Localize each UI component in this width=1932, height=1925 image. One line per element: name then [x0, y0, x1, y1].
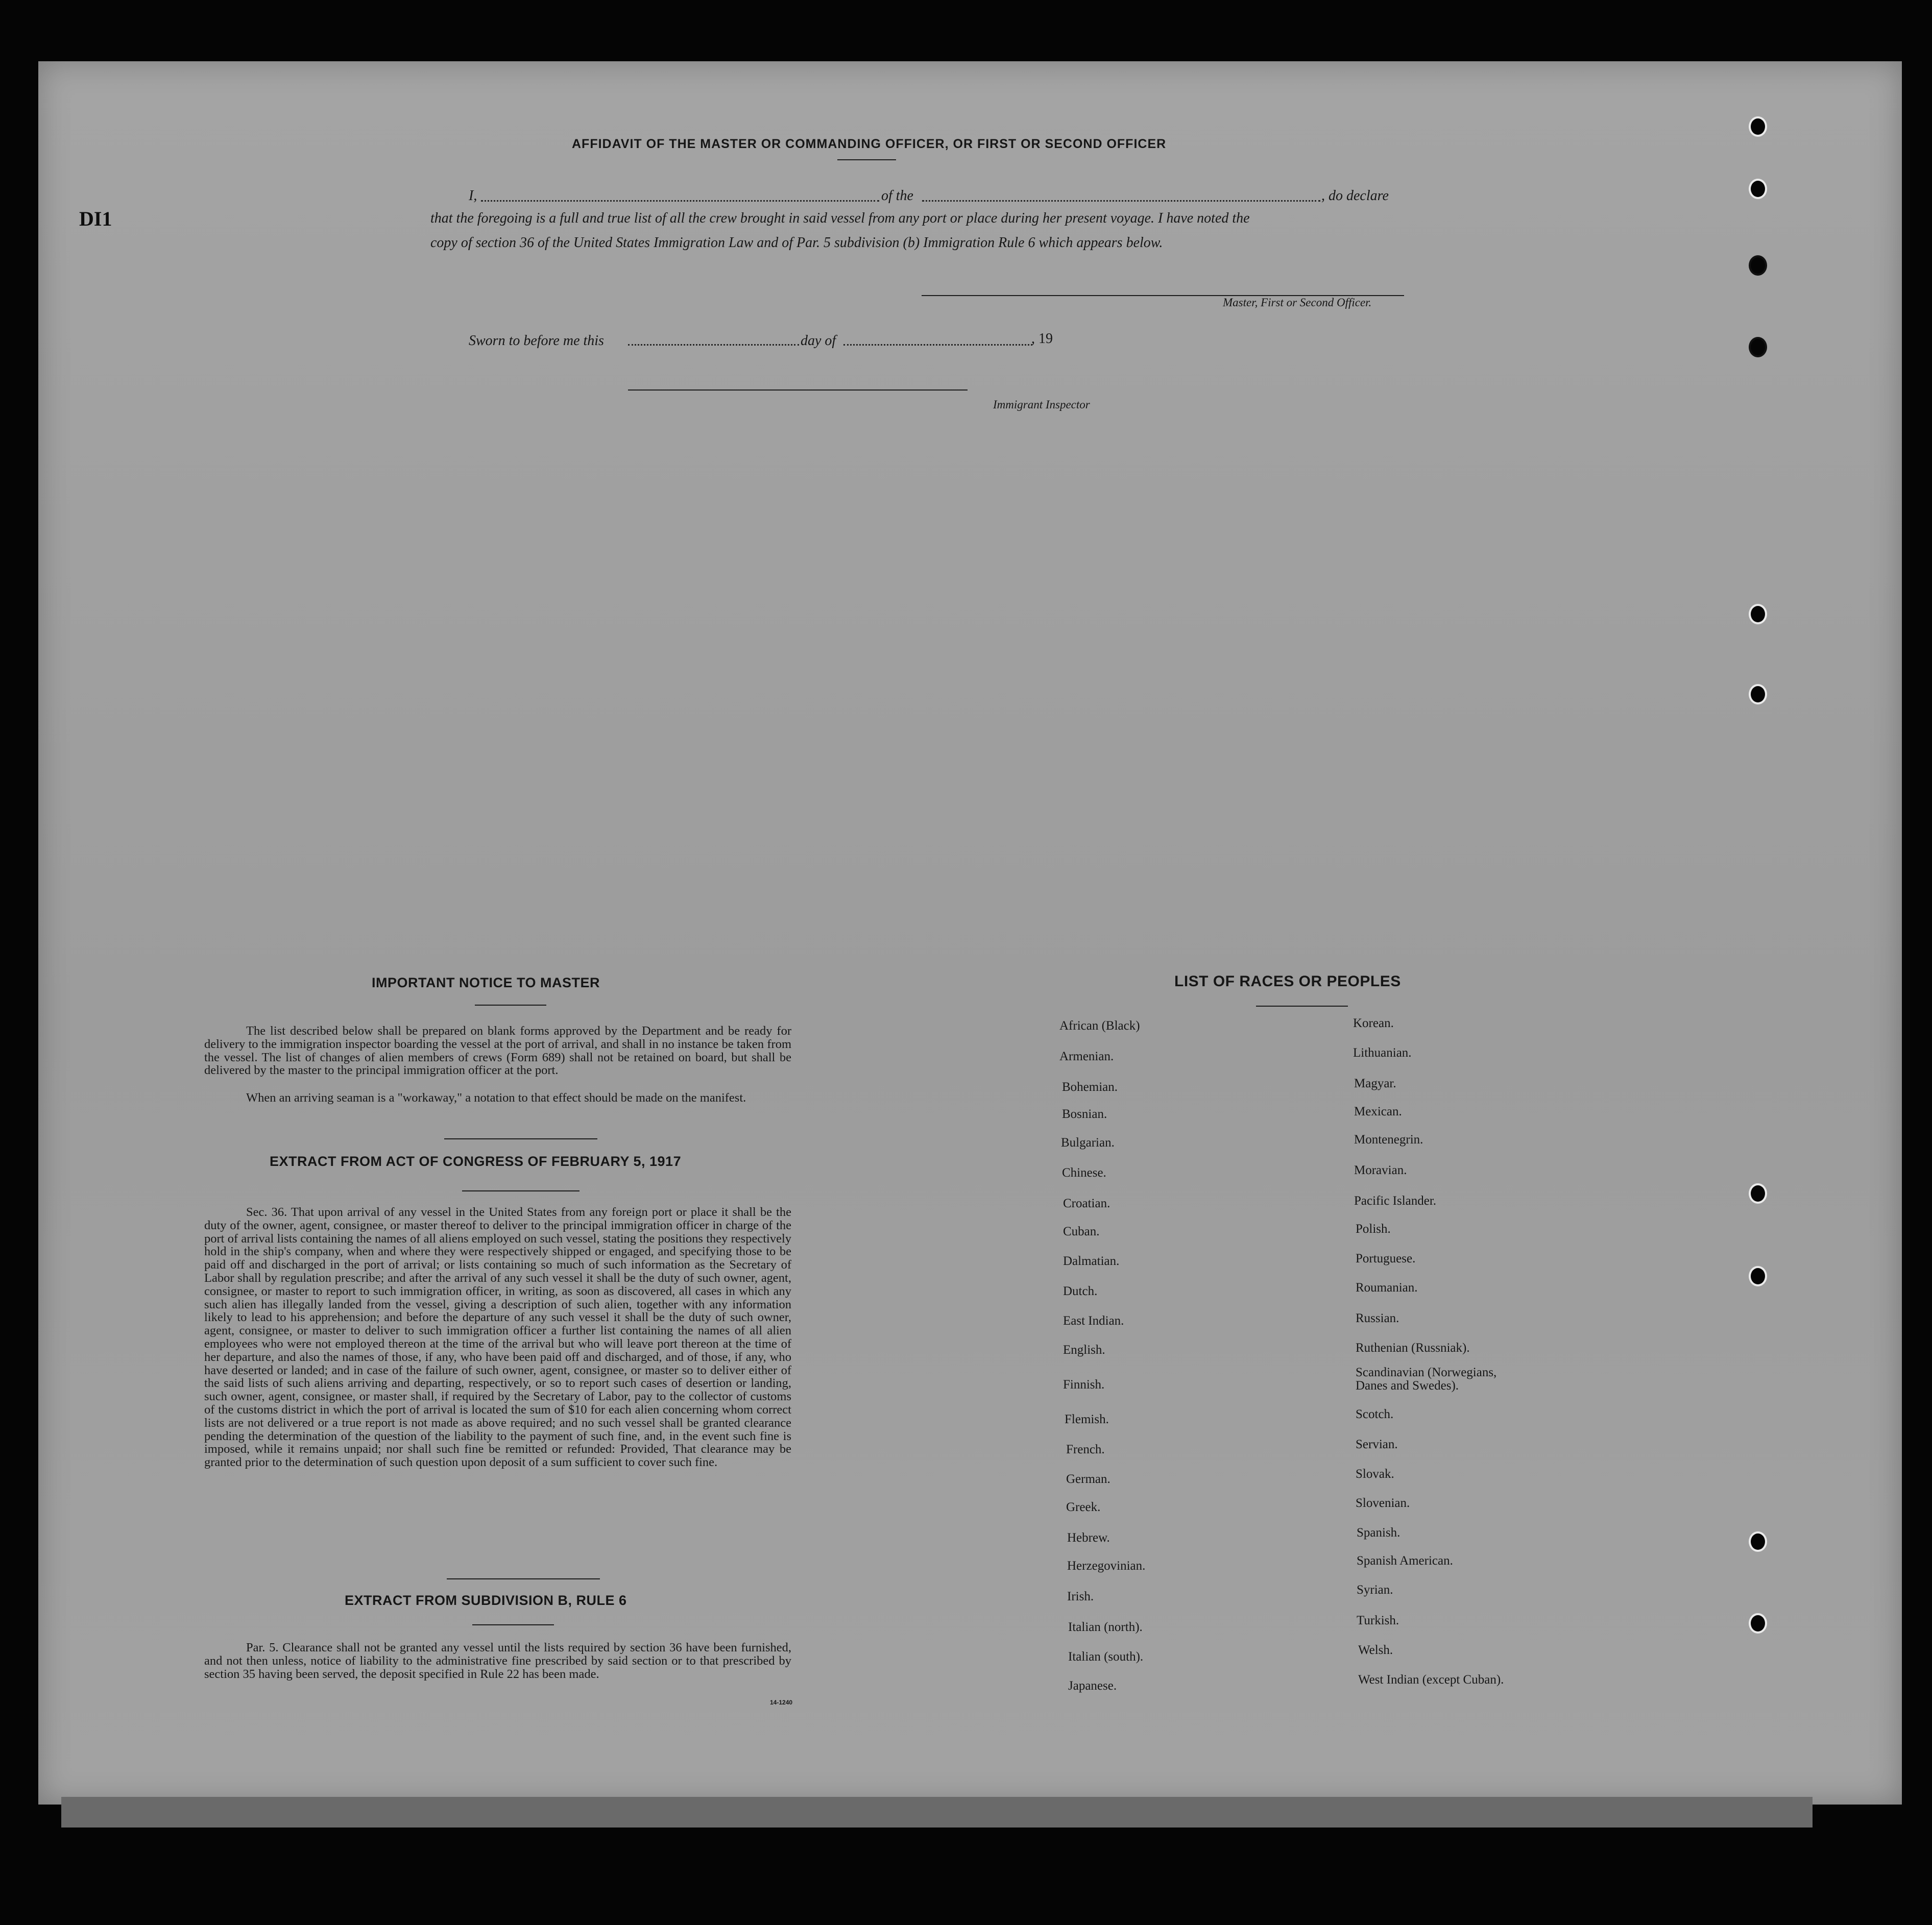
- races-heading: LIST OF RACES OR PEOPLES: [1174, 973, 1401, 990]
- affidavit-title: AFFIDAVIT OF THE MASTER OR COMMANDING OFFICER, OR FIRST OR SECOND OFFICER: [572, 137, 1167, 151]
- extract-rule-rule: [472, 1624, 554, 1625]
- race-item: Korean.: [1353, 1016, 1394, 1030]
- race-item: Servian.: [1356, 1437, 1398, 1451]
- race-item: Herzegovinian.: [1067, 1559, 1146, 1573]
- race-item: Scandinavian (Norwegians, Danes and Swedes).: [1356, 1366, 1497, 1393]
- binder-hole: [1749, 337, 1767, 357]
- race-item: Croatian.: [1063, 1197, 1110, 1210]
- race-item: Ruthenian (Russniak).: [1356, 1341, 1470, 1355]
- binder-hole: [1749, 116, 1767, 137]
- sworn-prefix: Sworn to before me this: [469, 333, 604, 349]
- sworn-day: day of: [801, 333, 836, 349]
- race-item: English.: [1063, 1343, 1105, 1357]
- race-item: Turkish.: [1357, 1614, 1399, 1627]
- race-item: Syrian.: [1357, 1583, 1393, 1597]
- notice-heading: IMPORTANT NOTICE TO MASTER: [372, 975, 600, 990]
- affidavit-line3: copy of section 36 of the United States Immigration Law and of Par. 5 subdivision (b) Immigration Rule 6 which appears below.: [430, 235, 1163, 251]
- race-item: Irish.: [1067, 1590, 1094, 1603]
- race-item: Finnish.: [1063, 1378, 1105, 1392]
- signature-label: Master, First or Second Officer.: [1223, 296, 1372, 309]
- race-item: Russian.: [1356, 1311, 1399, 1325]
- race-item: Mexican.: [1354, 1105, 1402, 1118]
- divider: [447, 1578, 600, 1579]
- race-item: Bulgarian.: [1061, 1136, 1115, 1150]
- race-item: Polish.: [1356, 1222, 1391, 1236]
- race-item: Lithuanian.: [1353, 1046, 1412, 1060]
- race-item: Dutch.: [1063, 1284, 1098, 1298]
- sheet-bottom-edge: [61, 1797, 1813, 1827]
- race-item: West Indian (except Cuban).: [1358, 1673, 1504, 1687]
- extract-act-rule: [462, 1190, 579, 1191]
- race-item: Spanish.: [1357, 1526, 1400, 1540]
- binder-hole: [1749, 179, 1767, 199]
- divider: [444, 1138, 597, 1139]
- race-item: Greek.: [1066, 1500, 1101, 1514]
- vessel-blank: [922, 200, 1320, 202]
- sworn-month-blank: [843, 344, 1032, 346]
- binder-hole: [1749, 1183, 1767, 1204]
- race-item: Bohemian.: [1062, 1080, 1118, 1094]
- name-blank: [481, 200, 879, 202]
- document-sheet: [38, 61, 1902, 1805]
- race-item: East Indian.: [1063, 1314, 1124, 1328]
- race-item: German.: [1066, 1472, 1110, 1486]
- margin-mark: DI1: [79, 207, 112, 230]
- binder-hole: [1749, 255, 1767, 276]
- binder-hole: [1749, 604, 1767, 624]
- race-item: Portuguese.: [1356, 1252, 1416, 1265]
- race-item: Dalmatian.: [1063, 1254, 1120, 1268]
- race-item: Moravian.: [1354, 1163, 1407, 1177]
- notice-paragraph: The list described below shall be prepared on blank forms approved by the Department and be ready for delivery to the immigration inspector boarding the vessel at the port of arrival, and shall in no instance be taken from the vessel. The list of changes of alien members of crews (Form 689) shall not be retained on board, but shall be delivered by the master to the principal immigration officer at the port.: [204, 1024, 791, 1078]
- affidavit-line1-of: of the: [881, 188, 913, 204]
- race-item: Italian (south).: [1068, 1650, 1144, 1664]
- inspector-label: Immigrant Inspector: [993, 398, 1090, 411]
- race-item: Chinese.: [1062, 1166, 1106, 1180]
- race-item: Bosnian.: [1062, 1107, 1107, 1121]
- race-item: Roumanian.: [1356, 1281, 1418, 1295]
- binder-hole: [1749, 1531, 1767, 1552]
- race-item: Hebrew.: [1067, 1531, 1110, 1545]
- race-item: Slovenian.: [1356, 1496, 1410, 1510]
- affidavit-line2: that the foregoing is a full and true list of all the crew brought in said vessel from any port or place during her present voyage. I have noted the: [430, 210, 1250, 226]
- inspector-signature-line: [628, 389, 968, 391]
- race-item: Italian (north).: [1068, 1620, 1143, 1634]
- notice-paragraph-2: When an arriving seaman is a "workaway," a notation to that effect should be made on the manifest.: [246, 1091, 746, 1105]
- race-item: Welsh.: [1358, 1643, 1393, 1657]
- race-item: African (Black): [1059, 1019, 1140, 1033]
- race-item: Scotch.: [1356, 1407, 1394, 1421]
- affidavit-line1-end: , do declare: [1321, 188, 1389, 204]
- affidavit-line1-i: I,: [469, 188, 477, 204]
- form-number: 14-1240: [770, 1699, 793, 1706]
- sworn-day-blank: [628, 344, 799, 346]
- races-rule: [1256, 1006, 1348, 1007]
- extract-rule-heading: EXTRACT FROM SUBDIVISION B, RULE 6: [345, 1593, 627, 1608]
- binder-hole: [1749, 1266, 1767, 1286]
- notice-rule: [475, 1005, 546, 1006]
- race-item: Magyar.: [1354, 1077, 1396, 1090]
- binder-hole: [1749, 1613, 1767, 1634]
- race-item: Slovak.: [1356, 1467, 1394, 1481]
- race-item: Cuban.: [1063, 1225, 1100, 1238]
- race-item: Montenegrin.: [1354, 1133, 1423, 1147]
- race-item: Armenian.: [1059, 1050, 1114, 1063]
- race-item: Pacific Islander.: [1354, 1194, 1437, 1208]
- sworn-year: , 19: [1031, 331, 1053, 347]
- extract-rule-text: Par. 5. Clearance shall not be granted any vessel until the lists required by section 36 have been furnished, and not then unless, notice of liability to the administrative fine prescribed by said section or to that prescribed by section 35 having been served, the deposit specified in Rule 22 has been made.: [204, 1641, 791, 1681]
- extract-act-heading: EXTRACT FROM ACT OF CONGRESS OF FEBRUARY 5, 1917: [270, 1154, 682, 1169]
- extract-act-text: Sec. 36. That upon arrival of any vessel in the United States from any foreign port or place it shall be the duty of the owner, agent, consignee, or master thereof to deliver to the principal immigration officer in charge of the port of arrival lists containing the names of all aliens employed on such vessel, stating the positions they respectively hold in the ship's company, when and where they were respectively shipped or engaged, and specifying those to be paid off and discharged in the port of arrival; or lists containing so much of such information as the Secretary of Labor shall by regulation prescribe; and after the arrival of any such vessel it shall be the duty of such owner, agent, consignee, or master to report to such immigration officer, in writing, as soon as discovered, all cases in which any such alien has illegally landed from the vessel, giving a description of such alien, together with any information likely to lead to his apprehension; and before the departure of any such vessel it shall be the duty of such owner, agent, consignee, or master to deliver to such immigration officer a further list containing the names of all alien employees who were not employed thereon at the time of the arrival but who will leave port thereon at the time of her departure, and also the names of those, if any, who have been paid off and discharged, and of those, if any, who have deserted or landed; and in case of the failure of such owner, agent, consignee, or master so to deliver either of the said lists of such aliens arriving and departing, respectively, or so to report such cases of desertion or landing, such owner, agent, consignee, or master shall, if required by the Secretary of Labor, pay to the collector of customs of the customs district in which the port of arrival is located the sum of $10 for each alien concerning whom correct lists are not delivered or a true report is not made as above required; and no such vessel shall be granted clearance pending the determination of the question of the liability to the payment of such fine, and, in the event such fine is imposed, while it remains unpaid; nor shall such fine be remitted or refunded: Provided, That clearance may be granted prior to the determination of such question upon deposit of a sum sufficient to cover such fine.: [204, 1205, 791, 1470]
- title-rule: [837, 159, 896, 160]
- race-item: Flemish.: [1065, 1412, 1109, 1426]
- race-item: French.: [1066, 1443, 1105, 1456]
- binder-hole: [1749, 684, 1767, 704]
- race-item: Spanish American.: [1357, 1554, 1453, 1568]
- race-item: Japanese.: [1068, 1679, 1117, 1693]
